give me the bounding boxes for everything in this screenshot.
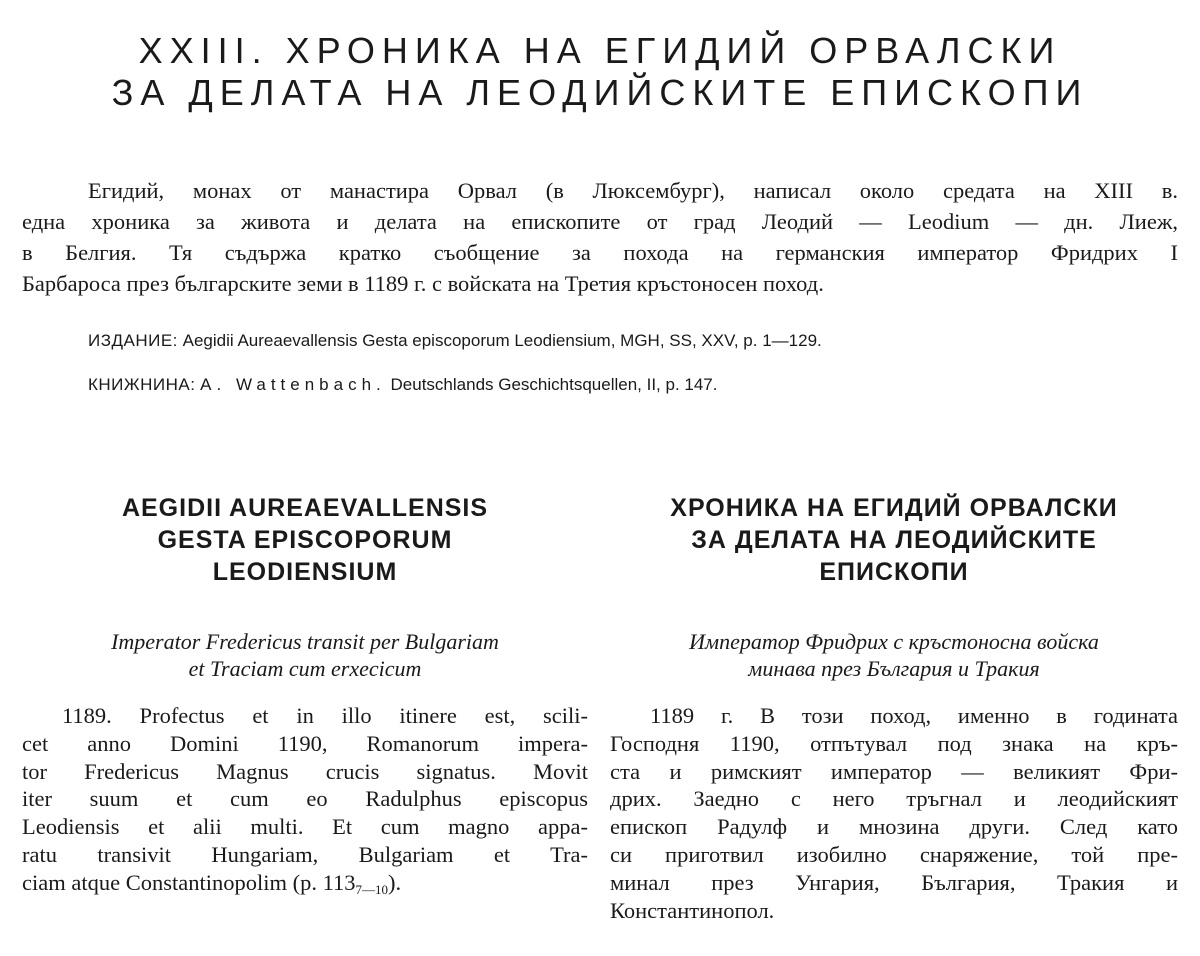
chapter-title-line-2: ЗА ДЕЛАТА НА ЛЕОДИЙСКИТЕ ЕПИСКОПИ	[111, 72, 1089, 113]
intro-line: в Белгия. Тя съдържа кратко съобщение за похода на германския император Фридрих I	[22, 240, 1178, 265]
chapter-title	[0, 30, 1200, 114]
intro-line: Барбароса през българските земи в 1189 г. с войската на Третия кръстоносен поход.	[22, 271, 824, 296]
intro-line: Егидий, монах от манастира Орвал (в Люксембург), написал около средата на XIII в.	[88, 178, 1178, 203]
bulgarian-subtitle-line-1: Император Фридрих с кръстоносна войска	[689, 629, 1099, 654]
bulgarian-line: ста и римският император — великият Фри-	[610, 758, 1178, 784]
bulgarian-title-line-3: ЕПИСКОПИ	[819, 558, 969, 586]
chapter-title-line-1: XXIII. ХРОНИКА НА ЕГИДИЙ ОРВАЛСКИ	[138, 30, 1062, 71]
bulgarian-line: Господня 1190, отпътувал под знака на кръ-	[610, 730, 1178, 756]
latin-body	[22, 702, 588, 904]
latin-title	[22, 492, 588, 588]
latin-line-final	[22, 869, 588, 904]
intro-line: една хроника за живота и делата на епископите от град Леодий — Leodium — дн. Лиеж,	[22, 209, 1178, 234]
bulgarian-title	[610, 492, 1178, 588]
latin-title-line-3: LEODIENSIUM	[212, 558, 398, 586]
intro-paragraph	[22, 175, 1178, 299]
latin-line: tor Fredericus Magnus crucis signatus. Movit	[22, 758, 588, 784]
latin-line: 1189. Profectus et in illo itinere est, scili-	[62, 703, 588, 728]
bulgarian-subtitle	[610, 628, 1178, 682]
latin-line: Leodiensis et alii multi. Et cum magno appa-	[22, 814, 588, 840]
edition-label: ИЗДАНИЕ:	[88, 331, 178, 350]
literature-text: Deutschlands Geschichtsquellen, II, p. 147.	[390, 375, 718, 394]
latin-line: ciam atque Constantinopolim (p. 113	[22, 869, 356, 895]
page-line-reference: 7—10	[355, 881, 388, 897]
bulgarian-line: Константинопол.	[610, 897, 775, 923]
bulgarian-line: минал през Унгария, България, Тракия и	[610, 869, 1178, 895]
latin-subtitle-line-2: et Traciam cum erxecicum	[188, 656, 422, 681]
literature-reference	[88, 374, 1178, 396]
latin-subtitle-line-1: Imperator Fredericus transit per Bulgariam	[111, 629, 499, 654]
literature-author: A. Wattenbach.	[200, 375, 386, 394]
latin-subtitle	[22, 628, 588, 682]
latin-line: iter suum et cum eo Radulphus episcopus	[22, 786, 588, 812]
literature-label: КНИЖНИНА:	[88, 375, 196, 394]
bulgarian-line: си приготвил изобилно снаряжение, той пре-	[610, 841, 1178, 867]
latin-line: cet anno Domini 1190, Romanorum impera-	[22, 730, 588, 756]
edition-text: Aegidii Aureaevallensis Gesta episcoporum Leodiensium, MGH, SS, XXV, p. 1—129.	[182, 331, 822, 350]
bulgarian-column	[610, 492, 1178, 923]
latin-title-line-2: GESTA EPISCOPORUM	[157, 526, 453, 554]
latin-line: ratu transivit Hungariam, Bulgariam et Tra-	[22, 841, 588, 867]
bulgarian-line: 1189 г. В този поход, именно в годината	[650, 703, 1178, 728]
bulgarian-title-line-1: ХРОНИКА НА ЕГИДИЙ ОРВАЛСКИ	[670, 494, 1118, 522]
reference-close: ).	[388, 869, 402, 895]
edition-reference	[88, 330, 1178, 352]
bulgarian-subtitle-line-2: минава през България и Тракия	[748, 656, 1040, 681]
bulgarian-body	[610, 702, 1178, 924]
bulgarian-title-line-2: ЗА ДЕЛАТА НА ЛЕОДИЙСКИТЕ	[691, 526, 1097, 554]
latin-title-line-1: AEGIDII AUREAEVALLENSIS	[121, 494, 489, 522]
latin-column	[22, 492, 588, 897]
bulgarian-line: епископ Радулф и мнозина други. След като	[610, 814, 1178, 840]
bulgarian-line: дрих. Заедно с него тръгнал и леодийският	[610, 786, 1178, 812]
